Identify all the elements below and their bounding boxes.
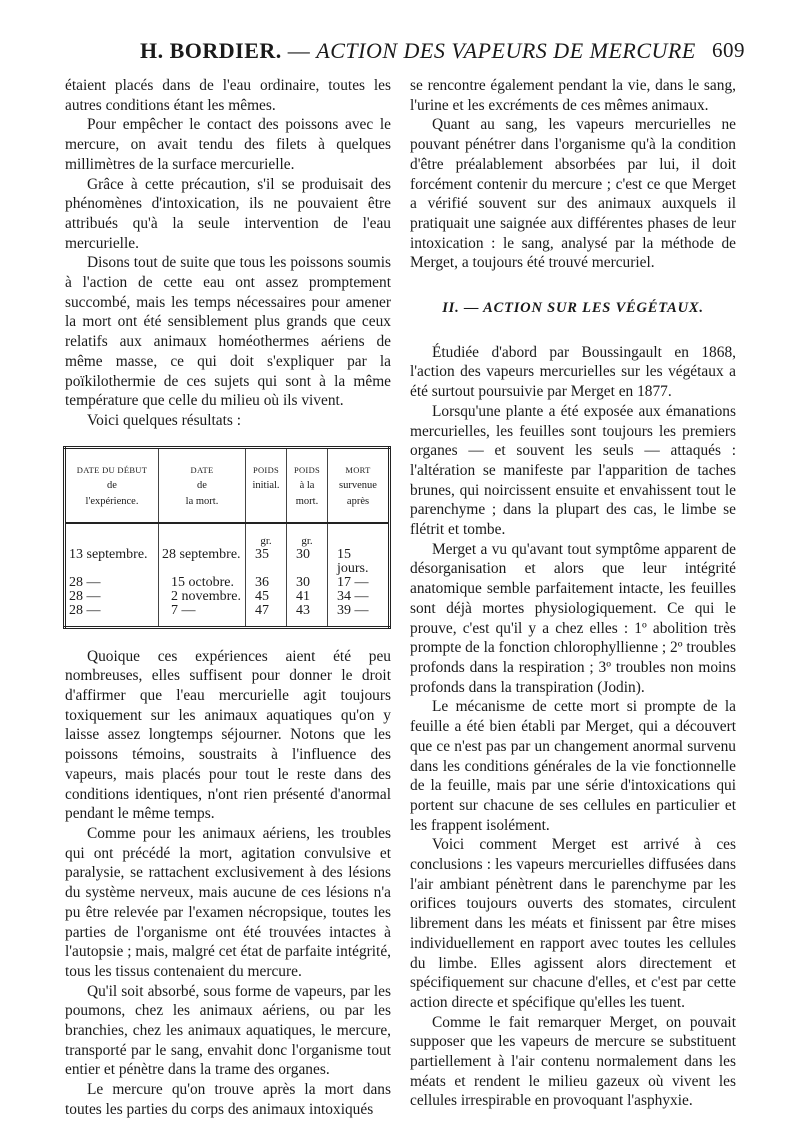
paragraph: se rencontre également pendant la vie, dans le sang, l'urine et les excréments de ces mêmes animaux. bbox=[410, 77, 736, 114]
paragraph: Voici comment Merget est arrivé à ces conclusions : les vapeurs mercurielles diffusées dans l'air ambiant pénètrent dans le parenchyme par les orifices toujours ouverts des stomates, circulent librement dans les méats et finissent par être mises individuellement en rapport avec toutes les cellules du limbe. Elles agissent alors directement et spécifiquement sur chacune d'elles, et c'est par cette action directe et spécifique qu'elles les tuent. bbox=[410, 836, 736, 1011]
unit-cell bbox=[65, 523, 159, 548]
header-author: H. BORDIER. bbox=[140, 38, 282, 63]
table-cell: 45 bbox=[246, 590, 287, 604]
table-cell: 28 — bbox=[69, 574, 101, 590]
paragraph: Quoique ces expériences aient été peu nombreuses, elles suffisent pour donner le droit d'affirmer que l'eau mercurielle agit toujours toxiquement sur les animaux aquatiques qu'on y laisse assez longtemps séjourner. Notons que les poissons témoins, soustraits à l'influence des vapeurs, mais placés pour tout le reste dans des conditions identiques, n'ont rien présenté d'anormal pendant le même temps. bbox=[65, 647, 391, 823]
page-number: 609 bbox=[712, 38, 745, 62]
table-cell: 30 bbox=[287, 548, 328, 576]
paragraph: Le mécanisme de cette mort si prompte de la feuille a été bien établi par Merget, qui a découvert que ce n'est pas par un changement anormal survenu dans les conditions générales de la vie fonctionnelle de la feuille, mais par une série d'intoxications qui portent sur chacune de ses cellules en particulier et les frappent isolément. bbox=[410, 698, 736, 834]
header-separator: — bbox=[287, 38, 311, 63]
table-cell: 7 — bbox=[159, 604, 246, 628]
results-table bbox=[63, 446, 391, 629]
table-row bbox=[65, 576, 390, 590]
table-cell: 35 bbox=[246, 548, 287, 576]
table-cell: 30 bbox=[287, 576, 328, 590]
table-cell: 2 novembre. bbox=[159, 590, 246, 604]
paragraph: Disons tout de suite que tous les poissons soumis à l'action de cette eau ont assez promptement succombé, mais les temps nécessaires pour amener la mort ont été sensiblement plus grands que ceux relatifs aux animaux homéothermes aériens de même masse, ce qui doit s'expliquer par la poïkilothermie de ces sujets qui sont à la même température que celle du milieu où ils vivent. bbox=[65, 254, 391, 410]
paragraph: Grâce à cette précaution, s'il se produisait des phénomènes d'intoxication, ils ne pouvaient être attribués qu'à la seule intervention de l'eau mercurielle. bbox=[65, 175, 391, 252]
table-cell: 47 bbox=[246, 604, 287, 628]
paragraph: Lorsqu'une plante a été exposée aux émanations mercurielles, les feuilles sont toujours les premiers organes — et souvent les seuls — attaqués : l'altération se manifeste par l'apparition de taches brunes, qui noircissent ensuite et envahissent tout le parenchyme ; dans la plupart des cas, le limbe se flétrit et tombe. bbox=[410, 402, 736, 539]
paragraph: étaient placés dans de l'eau ordinaire, toutes les autres conditions étant les mêmes. bbox=[65, 77, 391, 114]
paragraph: Qu'il soit absorbé, sous forme de vapeurs, par les poumons, chez les animaux aériens, ou par les branchies, chez les animaux aquatiques, le mercure, transporté par le sang, envahit donc l'organisme tout entier et pénètre dans la trame des organes. bbox=[65, 982, 391, 1079]
table-cell: 34 — bbox=[328, 590, 390, 604]
table-cell: 41 bbox=[287, 590, 328, 604]
paragraph: Quant au sang, les vapeurs mercurielles ne pouvant pénétrer dans l'organisme qu'à la condition d'être préalablement absorbées par lui, il doit forcément contenir du mercure ; c'est ce que Merget a vérifié souvent sur des animaux auxquels il pratiquait une saignée aux différentes phases de leur intoxication : le sang, analysé par la méthode de Merget, a toujours été trouvé mercuriel. bbox=[410, 116, 736, 272]
header-title: ACTION DES VAPEURS DE MERCURE bbox=[316, 38, 696, 63]
unit-cell bbox=[159, 523, 246, 548]
paragraph: Étudiée d'abord par Boussingault en 1868, l'action des vapeurs mercurielles sur les végétaux a été surtout poursuivie par Merget en 1877. bbox=[410, 343, 736, 401]
running-header bbox=[140, 38, 745, 66]
table-cell: 28 — bbox=[69, 602, 101, 618]
table-cell: 17 — bbox=[328, 576, 390, 590]
section-heading: II. — ACTION SUR LES VÉGÉTAUX. bbox=[442, 300, 704, 317]
paragraph: Voici quelques résultats : bbox=[87, 411, 242, 429]
column-header: DATE DU DÉBUT de l'expérience. bbox=[65, 447, 159, 523]
table-cell: 13 septembre. bbox=[69, 546, 148, 562]
table-row bbox=[65, 590, 390, 604]
column-header: DATE de la mort. bbox=[159, 447, 246, 523]
table-cell: 15 octobre. bbox=[159, 576, 246, 590]
unit-cell bbox=[328, 523, 390, 548]
table-row bbox=[65, 548, 390, 576]
table-row bbox=[65, 604, 390, 628]
left-column bbox=[65, 76, 391, 1120]
table-cell: 28 septembre. bbox=[159, 548, 246, 576]
table-cell: 28 — bbox=[69, 588, 101, 604]
column-header: MORT survenue après bbox=[328, 447, 390, 523]
table-cell: 36 bbox=[246, 576, 287, 590]
table-header-row bbox=[65, 447, 390, 523]
unit-cell: gr. bbox=[246, 523, 287, 548]
units-row bbox=[65, 523, 390, 548]
column-header: POIDS initial. bbox=[246, 447, 287, 523]
right-column bbox=[410, 76, 736, 1111]
paragraph: Comme le fait remarquer Merget, on pouvait supposer que les vapeurs de mercure se substituent partiellement à l'air contenu normalement dans les méats et rendent le milieu gazeux où vivent les cellules irrespirable en provoquant l'asphyxie. bbox=[410, 1013, 736, 1110]
paragraph: Merget a vu qu'avant tout symptôme apparent de désorganisation et alors que leur intégrité anatomique semble parfaitement intacte, les feuilles sont déjà mortes physiologiquement. Ce qui le prouve, c'est qu'il y a chez elles : 1º abolition très prompte de la fonction chlorophyllienne ; 2º troubles profonds dans la respiration ; 3º troubles non moins profonds dans la transpiration (Jodin). bbox=[410, 540, 736, 696]
paragraph: Comme pour les animaux aériens, les troubles qui ont précédé la mort, agitation convulsive et paralysie, se rattachent exclusivement à des lésions du système nerveux, mais aucune de ces lésions n'a pu être relevée par l'examen nécropsique, toutes les parties de l'organisme ont été trouvées intactes à l'autopsie ; mais, malgré cet état de parfaite intégrité, tous les tissus contenaient du mercure. bbox=[65, 824, 391, 980]
table-cell: 39 — bbox=[328, 604, 390, 628]
column-header: POIDS à la mort. bbox=[287, 447, 328, 523]
table-cell: 15 jours. bbox=[328, 548, 390, 576]
paragraph: Pour empêcher le contact des poissons avec le mercure, on avait tendu des filets à quelques millimètres de la surface mercurielle. bbox=[65, 116, 391, 173]
unit-cell: gr. bbox=[287, 523, 328, 548]
paragraph: Le mercure qu'on trouve après la mort dans toutes les parties du corps des animaux intoxiqués bbox=[65, 1081, 391, 1118]
table-cell: 43 bbox=[287, 604, 328, 628]
